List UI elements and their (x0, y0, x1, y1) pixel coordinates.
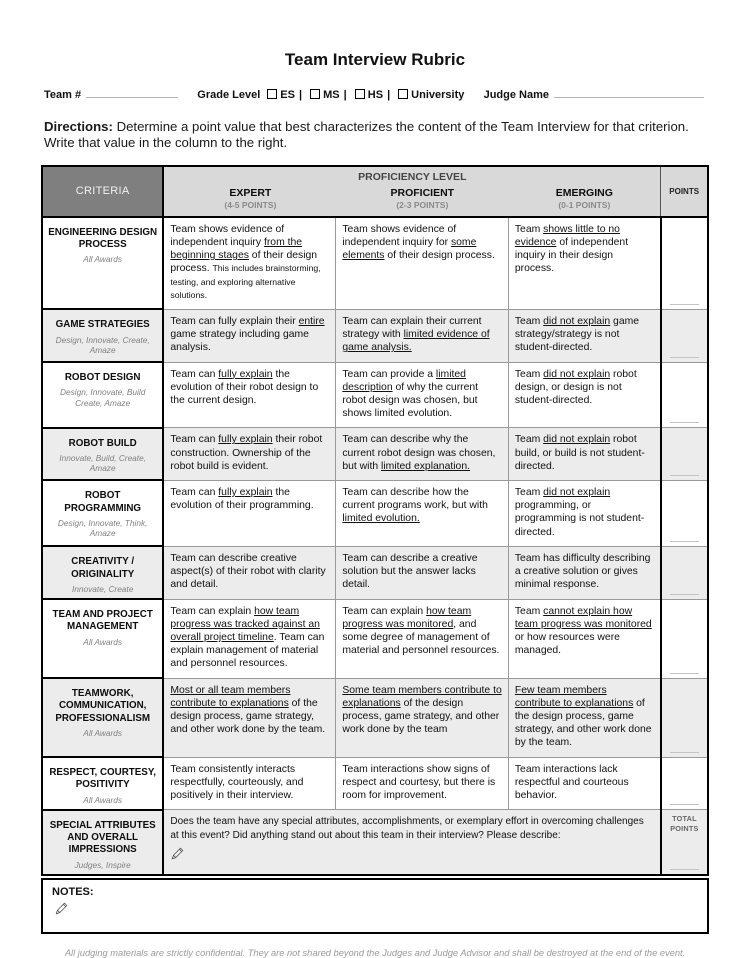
text-segment: limited explanation. (381, 460, 470, 472)
criterion-awards: Design, Innovate, Think, Amaze (57, 517, 148, 539)
grade-separator: | (343, 89, 347, 101)
rubric-cell-expert (163, 757, 336, 810)
points-blank-line (670, 422, 699, 423)
criterion-cell (42, 599, 163, 678)
rubric-cell-expert (163, 546, 336, 599)
rubric-cell-emerging (508, 309, 660, 362)
text-segment: robot build, or build is not student-directed. (514, 434, 645, 472)
text-segment: Team shows evidence of independent inquiry for (342, 223, 457, 248)
text-segment: Team (514, 315, 544, 327)
criterion-cell (42, 546, 163, 599)
rubric-cell-proficient (336, 546, 509, 599)
text-segment: game strategy including game analysis. (170, 329, 309, 354)
points-blank-line (670, 752, 699, 753)
text-segment: Team (514, 434, 544, 446)
team-number-field (44, 86, 178, 101)
text-segment: of the design process, game strategy, and other work done by the team. (170, 697, 326, 736)
text-segment: how team progress was tracked against an overall project timeline (170, 605, 320, 644)
grade-level-label: Grade Level (197, 89, 261, 101)
text-segment: Team can describe how the current programs work, but with (342, 486, 488, 512)
criterion-cell (42, 309, 163, 362)
rubric-row (42, 217, 708, 310)
criterion-awards: Innovate, Create (72, 583, 134, 594)
points-blank-line (670, 304, 699, 305)
text-segment: Team can provide a (342, 368, 436, 380)
text-segment: limited evidence of game analysis. (342, 329, 490, 354)
text-segment: Team can fully explain their (170, 315, 299, 327)
rubric-cell-expert (163, 480, 336, 546)
criterion-cell (42, 428, 163, 481)
criterion-awards: All Awards (83, 254, 123, 265)
proficiency-header-cell (163, 166, 660, 217)
text-segment: some elements (342, 236, 477, 262)
rubric-cell-emerging (508, 546, 660, 599)
text-segment: , and some degree of management of material and personnel resources. (342, 618, 500, 657)
text-segment: Team (514, 368, 544, 380)
criterion-cell (42, 678, 163, 757)
text-segment: limited evolution. (342, 513, 420, 525)
pencil-icon (170, 846, 185, 861)
points-cell[interactable] (661, 678, 708, 757)
rubric-body (42, 217, 708, 875)
text-segment: . Team can explain management of material and personnel resources. (170, 632, 325, 670)
text-segment: limited description (342, 368, 466, 393)
points-cell[interactable] (661, 480, 708, 546)
level-proficient-name: PROFICIENT (390, 186, 455, 199)
rubric-cell-proficient (336, 428, 509, 481)
criterion-cell (42, 362, 163, 428)
judge-name-input[interactable] (554, 86, 704, 98)
pencil-icon (54, 901, 69, 916)
grade-option-university: University (411, 89, 465, 101)
rubric-cell-expert (163, 309, 336, 362)
rubric-row (42, 546, 708, 599)
points-header: POINTS (661, 166, 708, 217)
text-segment: robot design, or design is not student-directed. (514, 368, 637, 406)
text-segment: game strategy/strategy is not student-directed. (514, 315, 640, 354)
notes-label: NOTES: (52, 886, 94, 899)
grade-separator: | (299, 89, 303, 101)
text-segment: This includes brainstorming, testing, and exploring alternative solutions. (170, 263, 321, 300)
text-segment: programming, or programming is not student-directed. (514, 500, 645, 538)
rubric-cell-proficient (336, 599, 509, 678)
text-segment: did not explain (543, 486, 611, 498)
criterion-name: ROBOT BUILD (68, 437, 137, 449)
text-segment: entire (298, 315, 325, 327)
grade-es-checkbox[interactable] (267, 89, 277, 99)
rubric-row (42, 480, 708, 546)
criterion-name: ROBOT PROGRAMMING (64, 490, 142, 514)
directions-label: Directions: (44, 119, 113, 134)
text-segment: Team (514, 605, 544, 617)
text-segment: or how resources were managed. (514, 632, 620, 657)
criterion-name: TEAM AND PROJECT MANAGEMENT (52, 609, 153, 633)
rubric-cell-emerging (508, 757, 660, 810)
level-emerging-range: (0-1 POINTS) (558, 199, 611, 210)
level-expert (164, 187, 336, 210)
rubric-cell-expert (163, 599, 336, 678)
rubric-cell-emerging (508, 217, 660, 310)
proficiency-level-title: PROFICIENCY LEVEL (358, 170, 467, 183)
rubric-cell-proficient (336, 309, 509, 362)
grade-university-checkbox[interactable] (398, 89, 408, 99)
rubric-cell-emerging (508, 599, 660, 678)
text-segment: Team can (170, 368, 219, 380)
text-segment: shows little to no evidence (514, 223, 620, 248)
rubric-cell-emerging (508, 480, 660, 546)
criterion-awards: All Awards (83, 794, 123, 805)
text-segment: Team can explain (342, 605, 427, 617)
text-segment: the evolution of their robot design to the current design. (170, 368, 319, 406)
criterion-name: RESPECT, COURTESY, POSITIVITY (49, 767, 157, 791)
text-segment: Some team members contribute to explanations (342, 684, 502, 709)
rubric-cell-expert (163, 217, 336, 310)
level-proficient-range: (2-3 POINTS) (396, 199, 449, 210)
points-blank-line (670, 541, 699, 542)
text-segment: of the design process, game strategy, and other work done by the team (342, 697, 500, 736)
page-title: Team Interview Rubric (284, 50, 466, 69)
rubric-cell-proficient (336, 480, 509, 546)
text-segment: of why the current robot design was chosen, but shows limited evolution. (342, 381, 479, 420)
rubric-table (41, 165, 709, 876)
grade-level-group (197, 89, 464, 101)
directions-text: Determine a point value that best characterizes the content of the Team Interview for that criterion. Write that value in the column to the right. (44, 119, 689, 151)
team-number-input[interactable] (86, 86, 178, 98)
rubric-cell-proficient (336, 362, 509, 428)
judge-name-label: Judge Name (483, 89, 549, 101)
text-segment: Team can (170, 434, 219, 446)
notes-box[interactable] (41, 878, 709, 934)
level-emerging (508, 187, 660, 210)
rubric-cell-expert (163, 362, 336, 428)
criterion-cell (42, 810, 163, 875)
points-cell[interactable] (661, 309, 708, 362)
criterion-cell (42, 757, 163, 810)
text-segment: Team (514, 223, 544, 235)
text-segment: of their design process. (384, 250, 495, 262)
points-blank-line (670, 804, 699, 805)
rubric-cell-expert (163, 678, 336, 757)
text-segment: the evolution of their programming. (170, 486, 314, 512)
points-cell[interactable] (661, 546, 708, 599)
rubric-cell-proficient (336, 678, 509, 757)
points-cell[interactable] (661, 217, 708, 310)
rubric-cell-emerging (508, 428, 660, 481)
criterion-name: CREATIVITY / ORIGINALITY (71, 556, 135, 580)
points-cell[interactable] (661, 362, 708, 428)
level-headers (164, 183, 660, 216)
form-header (44, 86, 704, 101)
points-blank-line (670, 357, 699, 358)
text-segment: their robot construction. Ownership of the robot build is evident. (170, 434, 323, 472)
criterion-awards: Judges, Inspire (74, 859, 131, 870)
text-segment: Team can (170, 486, 219, 498)
criteria-header: CRITERIA (42, 166, 163, 217)
rubric-row (42, 362, 708, 428)
points-blank-line (670, 673, 699, 674)
rubric-cell-proficient (336, 757, 509, 810)
special-prompt-cell (163, 810, 660, 875)
text-segment: Team can describe why the current robot design was chosen, but with (342, 434, 496, 472)
points-blank-line (670, 475, 699, 476)
judge-name-field (484, 86, 704, 101)
criterion-awards: Design, Innovate, Create, Amaze (55, 334, 150, 356)
criterion-name: ROBOT DESIGN (64, 372, 141, 384)
level-expert-name: EXPERT (229, 186, 272, 199)
text-segment: how team progress was monitored (342, 605, 472, 630)
text-segment: from the beginning stages (170, 236, 303, 262)
rubric-row (42, 599, 708, 678)
rubric-row (42, 428, 708, 481)
criterion-name: ENGINEERING DESIGN PROCESS (48, 226, 158, 250)
criterion-awards: Design, Innovate, Build Create, Amaze (60, 387, 146, 408)
text-segment: fully explain (218, 368, 273, 380)
confidentiality-footer: All judging materials are strictly confidential. They are not shared beyond the Judges and Judge Advisor and shall be destroyed at the end of the event. (64, 948, 686, 958)
rubric-cell-proficient (336, 217, 509, 310)
points-cell[interactable] (661, 428, 708, 481)
criterion-awards: All Awards (83, 727, 123, 738)
criterion-name: TEAMWORK, COMMUNICATION, PROFESSIONALISM (55, 688, 151, 724)
level-emerging-name: EMERGING (555, 186, 613, 199)
text-segment: Team can describe creative aspect(s) of their robot with clarity and detail. (170, 552, 326, 591)
text-segment: Team interactions show signs of respect and courtesy, but there is room for improvement. (342, 763, 496, 802)
text-segment: of their design process. (170, 250, 318, 275)
special-prompt-text: Does the team have any special attributes, accomplishments, or exemplary effort in overcoming challenges at this event? Did anything stand out about this team in their interview? Please describe: (170, 816, 644, 841)
criterion-name: GAME STRATEGIES (55, 319, 150, 331)
text-segment: Team can explain (170, 605, 255, 617)
grade-option-es: ES (280, 89, 295, 101)
text-segment: of the design process, game strategy, and other work done by the team. (514, 697, 652, 749)
rubric-header (42, 166, 708, 217)
text-segment: Few team members contribute to explanations (514, 684, 634, 709)
level-expert-range: (4-5 POINTS) (224, 199, 277, 210)
level-proficient (336, 187, 508, 210)
text-segment: did not explain (543, 368, 611, 380)
text-segment: fully explain (218, 434, 273, 446)
text-segment: cannot explain how team progress was monitored (514, 605, 652, 630)
text-segment: Team shows evidence of independent inquiry (170, 223, 285, 248)
text-segment: fully explain (218, 486, 273, 498)
total-points-label: TOTAL POINTS (670, 814, 699, 834)
rubric-row (42, 757, 708, 810)
grade-option-ms: MS (323, 89, 340, 101)
text-segment: Team can describe a creative solution but the answer lacks detail. (342, 552, 478, 591)
directions (44, 119, 706, 152)
total-points-cell[interactable] (661, 810, 708, 875)
rubric-cell-emerging (508, 678, 660, 757)
criterion-cell (42, 217, 163, 310)
special-row (42, 810, 708, 875)
text-segment: Team has difficulty describing a creative solution or gives minimal response. (514, 552, 651, 591)
grade-separator: | (387, 89, 391, 101)
criterion-awards: Innovate, Build, Create, Amaze (59, 453, 147, 474)
criterion-awards: All Awards (83, 636, 123, 647)
text-segment: Team consistently interacts respectfully, courteously, and positively in their interview. (170, 763, 304, 802)
grade-ms-checkbox[interactable] (310, 89, 320, 99)
grade-hs-checkbox[interactable] (355, 89, 365, 99)
points-cell[interactable] (661, 599, 708, 678)
text-segment: Team can explain their current strategy with (342, 315, 482, 341)
grade-option-hs: HS (367, 89, 384, 101)
team-number-label: Team # (44, 89, 82, 101)
rubric-cell-emerging (508, 362, 660, 428)
text-segment: Team (514, 486, 544, 498)
text-segment: of independent inquiry in their design process. (514, 236, 629, 275)
text-segment: Team interactions lack respectful and courteous behavior. (514, 763, 629, 802)
rubric-row (42, 678, 708, 757)
text-segment: did not explain (543, 434, 611, 446)
criterion-name: SPECIAL ATTRIBUTES AND OVERALL IMPRESSIONS (49, 819, 156, 856)
total-points-blank-line (670, 869, 699, 870)
points-cell[interactable] (661, 757, 708, 810)
text-segment: did not explain (543, 315, 611, 327)
points-blank-line (670, 594, 699, 595)
rubric-cell-expert (163, 428, 336, 481)
text-segment: Most or all team members contribute to explanations (170, 684, 291, 709)
criterion-cell (42, 480, 163, 546)
rubric-row (42, 309, 708, 362)
